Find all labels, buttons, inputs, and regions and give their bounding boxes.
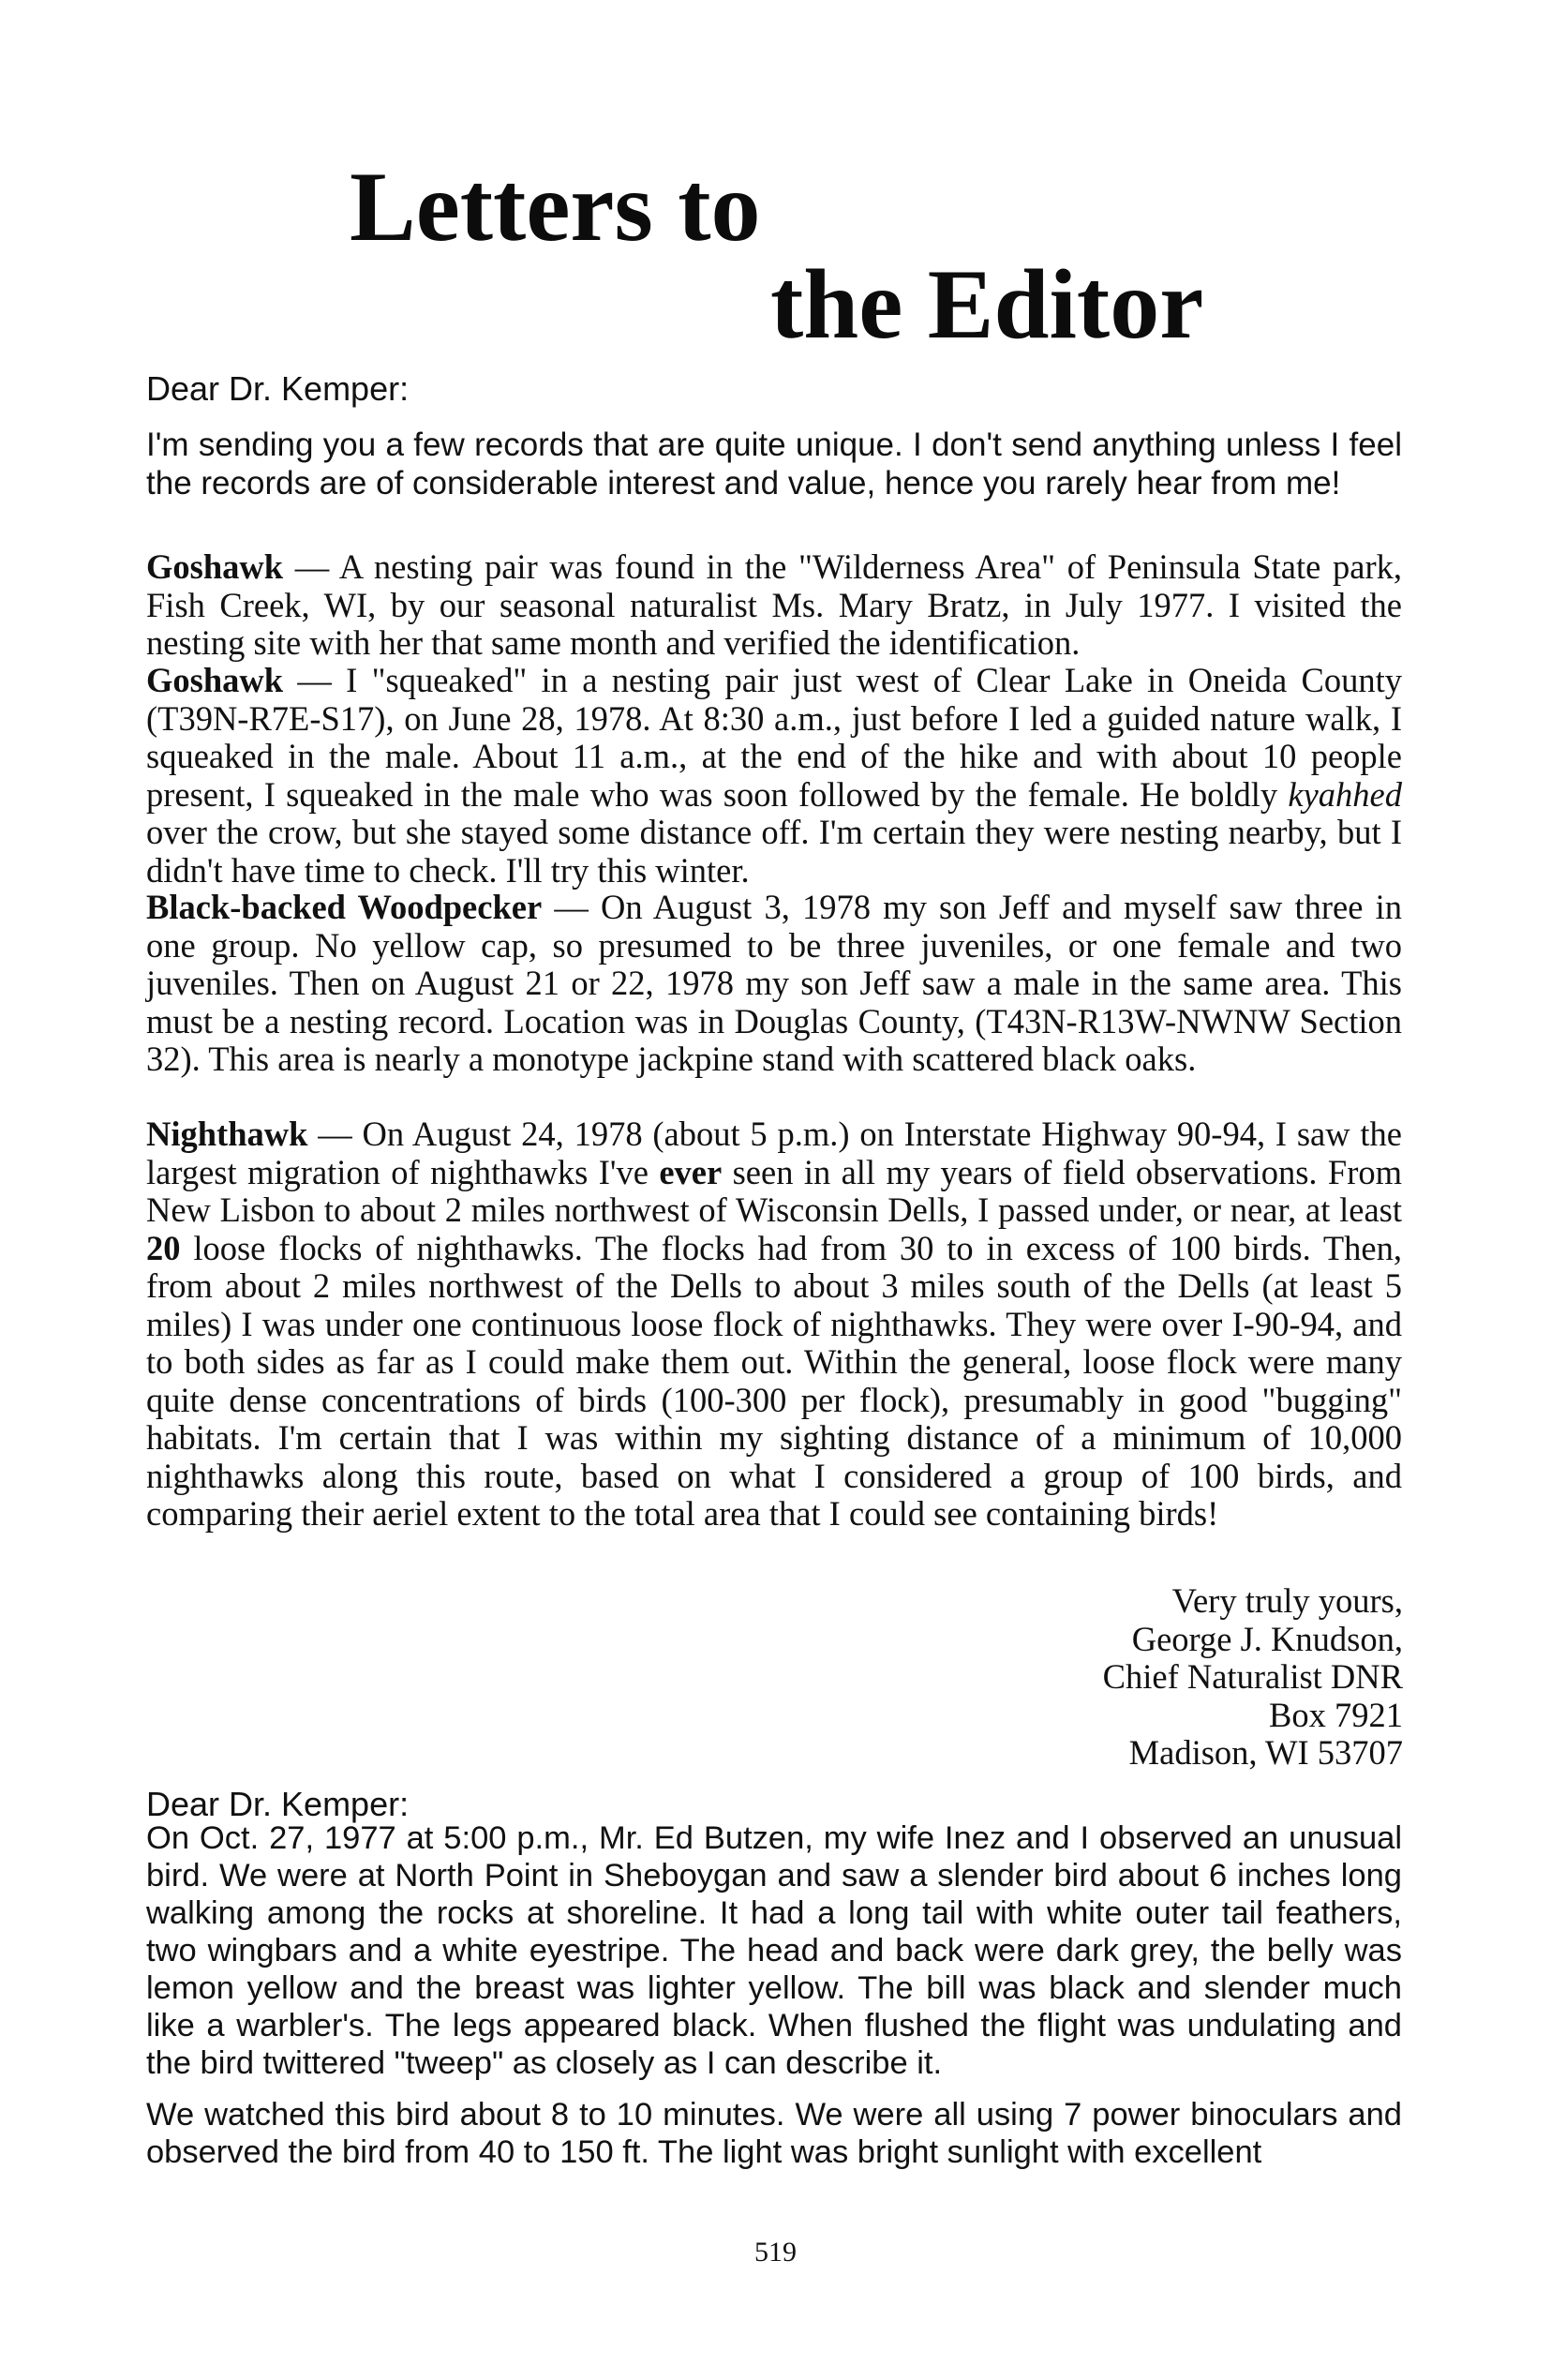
record-goshawk-1	[146, 548, 1402, 663]
letter1-intro: I'm sending you a few records that are quite unique. I don't send anything unless I feel the records are of considerable interest and value, hence you rarely hear from me!	[146, 427, 1402, 501]
species-name: Nighthawk	[146, 1115, 308, 1153]
species-name: Goshawk	[146, 547, 284, 586]
species-name: Black-backed Woodpecker	[146, 888, 543, 926]
record-text: — A nesting pair was found in the "Wilderness Area" of Peninsula State park, Fish Creek, WI, by our seasonal naturalist Ms. Mary Bratz, in July 1977. I visited the nesting site with her that same month and verified the identification.	[146, 547, 1402, 662]
headline-the-editor: the Editor	[770, 249, 1204, 359]
record-goshawk-2	[146, 662, 1402, 890]
record-text: — On August 3, 1978 my son Jeff and myself saw three in one group. No yellow cap, so presumed to be three juveniles, or one female and two juveniles. Then on August 21 or 22, 1978 my son Jeff saw a male in the same area. This must be a nesting record. Location was in Douglas County, (T43N-R13W-NWNW Section 32). This area is nearly a monotype jackpine stand with scattered black oaks.	[146, 888, 1403, 1078]
signature-closing: Very truly yours,	[1171, 1581, 1403, 1620]
headline-letters-to: Letters to	[350, 152, 761, 262]
letter1-signature	[1103, 1582, 1403, 1773]
record-text: — On August 24, 1978 (about 5 p.m.) on Interstate Highway 90-94, I saw the largest migration of nighthawks I've	[146, 1115, 1402, 1191]
page-number: 519	[754, 2237, 797, 2268]
signature-name: George J. Knudson,	[1131, 1619, 1403, 1658]
record-nighthawk	[146, 1115, 1402, 1534]
italic-word: kyahhed	[1288, 774, 1402, 814]
signature-box: Box 7921	[1269, 1695, 1403, 1734]
species-name: Goshawk	[146, 661, 284, 699]
record-black-backed-woodpecker	[146, 889, 1402, 1079]
letter2-salutation: Dear Dr. Kemper:	[146, 1785, 410, 1823]
record-text: over the crow, but she stayed some distance off. I'm certain they were nesting nearby, but I didn't have time to check. I'll try this winter.	[146, 813, 1402, 890]
letter2-paragraph-1: On Oct. 27, 1977 at 5:00 p.m., Mr. Ed Butzen, my wife Inez and I observed an unusual bird. We were at North Point in Sheboygan and saw a slender bird about 6 inches long walking among the rocks at shoreline. It had a long tail with white outer tail feathers, two wingbars and a white eyestripe. The head and back were dark grey, the belly was lemon yellow and the breast was lighter yellow. The bill was black and slender much like a warbler's. The legs appeared black. When flushed the flight was undulating and the bird twittered "tweep" as closely as I can describe it.	[146, 1820, 1402, 2081]
record-text: seen in all my years of field observations. From New Lisbon to about 2 miles northwest of Wisconsin Dells, I passed under, or near, at least	[146, 1152, 1403, 1229]
bold-word: ever	[659, 1152, 723, 1191]
letter2-paragraph-2: We watched this bird about 8 to 10 minutes. We were all using 7 power binoculars and observed the bird from 40 to 150 ft. The light was bright sunlight with excellent	[146, 2097, 1402, 2170]
signature-title: Chief Naturalist DNR	[1102, 1657, 1403, 1696]
record-text: — I "squeaked" in a nesting pair just west of Clear Lake in Oneida County (T39N-R7E-S17), on June 28, 1978. At 8:30 a.m., just before I led a guided nature walk, I squeaked in the male. About 11 a.m., at the end of the hike and with about 10 people present, I squeaked in the male who was soon followed by the female. He boldly	[146, 661, 1402, 814]
record-text: loose flocks of nighthawks. The flocks had from 30 to in excess of 100 birds. Then, from about 2 miles northwest of the Dells to about 3 miles south of the Dells (at least 5 miles) I was under one continuous loose flock of nighthawks. They were over I-90-94, and to both sides as far as I could make them out. Within the general, loose flock were many quite dense concentrations of birds (100-300 per flock), presumably in good "bugging" habitats. I'm certain that I was within my sighting distance of a minimum of 10,000 nighthawks along this route, based on what I considered a group of 100 birds, and comparing their aeriel extent to the total area that I could see containing birds!	[146, 1228, 1402, 1533]
signature-city: Madison, WI 53707	[1128, 1733, 1403, 1772]
bold-number: 20	[146, 1228, 181, 1267]
letter1-salutation: Dear Dr. Kemper:	[146, 369, 410, 408]
